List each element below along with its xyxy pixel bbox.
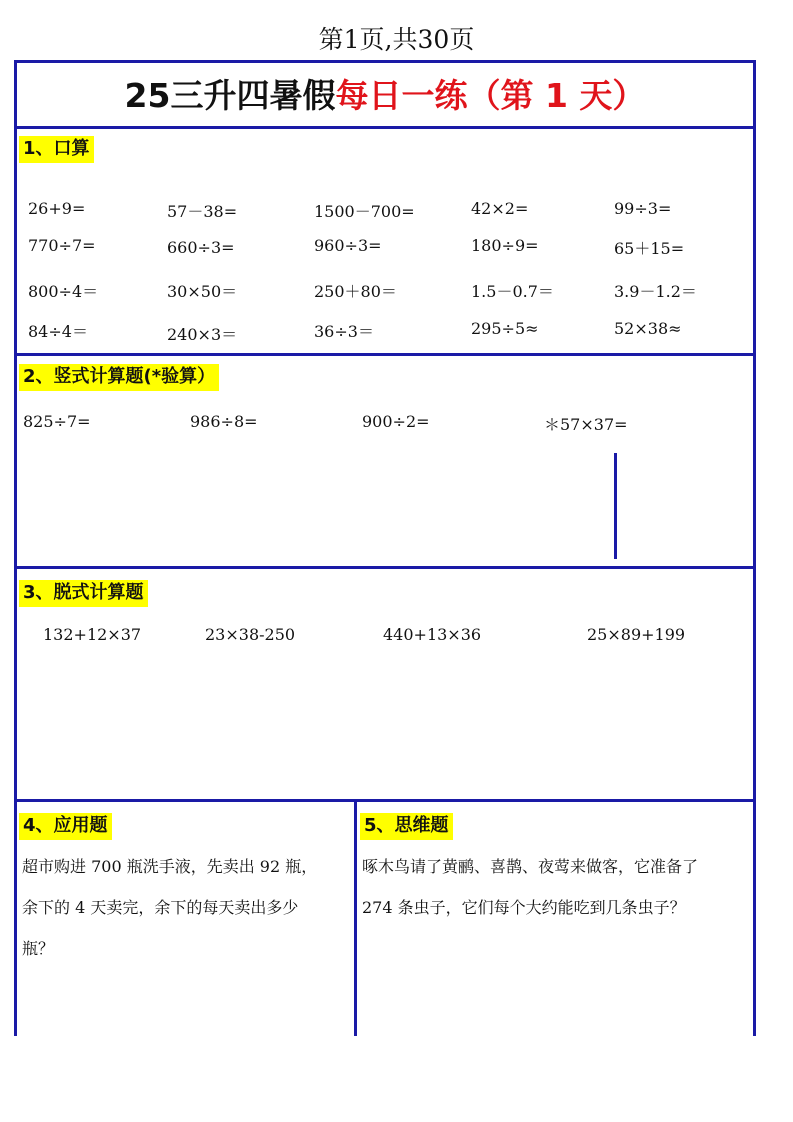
oral-problem: 180÷9= (471, 236, 539, 255)
title-prefix: 25三升四暑假 (124, 76, 336, 115)
worksheet-frame (14, 60, 756, 1036)
section-stepwise-calculation (17, 569, 753, 802)
oral-problem: 660÷3= (167, 238, 235, 257)
oral-problem: 84÷4＝ (28, 322, 88, 341)
oral-problem: 65＋15= (614, 239, 685, 258)
oral-problem: 800÷4＝ (28, 282, 99, 301)
oral-problem: 3.9－1.2＝ (614, 282, 697, 301)
thinking-line: 274 条虫子，它们每个大约能吃到几条虫子？ (362, 898, 686, 917)
oral-problem: 770÷7= (28, 236, 96, 255)
section-vertical-calculation (17, 356, 753, 569)
column-divider (354, 802, 357, 1036)
page-number-header: 第1页,共30页 (318, 25, 475, 54)
section-heading-thinking: 5、思维题 (360, 813, 453, 840)
oral-problem: 1.5－0.7＝ (471, 282, 554, 301)
vertical-problem: 986÷8= (190, 412, 258, 431)
oral-problem: 52×38≈ (614, 319, 682, 338)
oral-problem: 30×50＝ (167, 282, 238, 301)
oral-problem: 250＋80＝ (314, 282, 397, 301)
section-word-problems (17, 802, 753, 1036)
section-heading-vertical: 2、竖式计算题(*验算） (19, 364, 219, 391)
stepwise-problem: 440+13×36 (383, 625, 482, 644)
oral-problem: 36÷3＝ (314, 322, 374, 341)
section-heading-application: 4、应用题 (19, 813, 112, 840)
oral-problem: 1500－700= (314, 202, 415, 221)
oral-problem: 99÷3= (614, 199, 672, 218)
application-line: 瓶？ (22, 939, 55, 958)
thinking-line: 啄木鸟请了黄鹂、喜鹊、夜莺来做客，它准备了 (362, 857, 699, 876)
oral-problem: 26+9= (28, 199, 86, 218)
vertical-problem: 900÷2= (362, 412, 430, 431)
oral-problem: 57－38= (167, 202, 238, 221)
application-line: 超市购进 700 瓶洗手液，先卖出 92 瓶， (22, 857, 318, 876)
work-area-divider (614, 453, 617, 559)
section-oral-calculation (17, 129, 753, 356)
application-problem-text (22, 846, 352, 969)
thinking-problem-text (362, 846, 752, 928)
oral-problem: 295÷5≈ (471, 319, 539, 338)
vertical-problem: 825÷7= (23, 412, 91, 431)
vertical-problem: ＊57×37= (544, 415, 628, 434)
title-highlight: 每日一练（第 1 天） (335, 76, 646, 115)
oral-problem: 960÷3= (314, 236, 382, 255)
stepwise-problem: 23×38-250 (205, 625, 296, 644)
stepwise-problem: 25×89+199 (587, 625, 686, 644)
stepwise-problem: 132+12×37 (43, 625, 142, 644)
oral-problem: 240×3＝ (167, 325, 238, 344)
section-heading-oral: 1、口算 (19, 136, 94, 163)
oral-problem: 42×2= (471, 199, 529, 218)
section-heading-stepwise: 3、脱式计算题 (19, 580, 148, 607)
worksheet-title (17, 63, 753, 129)
application-line: 余下的 4 天卖完，余下的每天卖出多少 (22, 898, 299, 917)
